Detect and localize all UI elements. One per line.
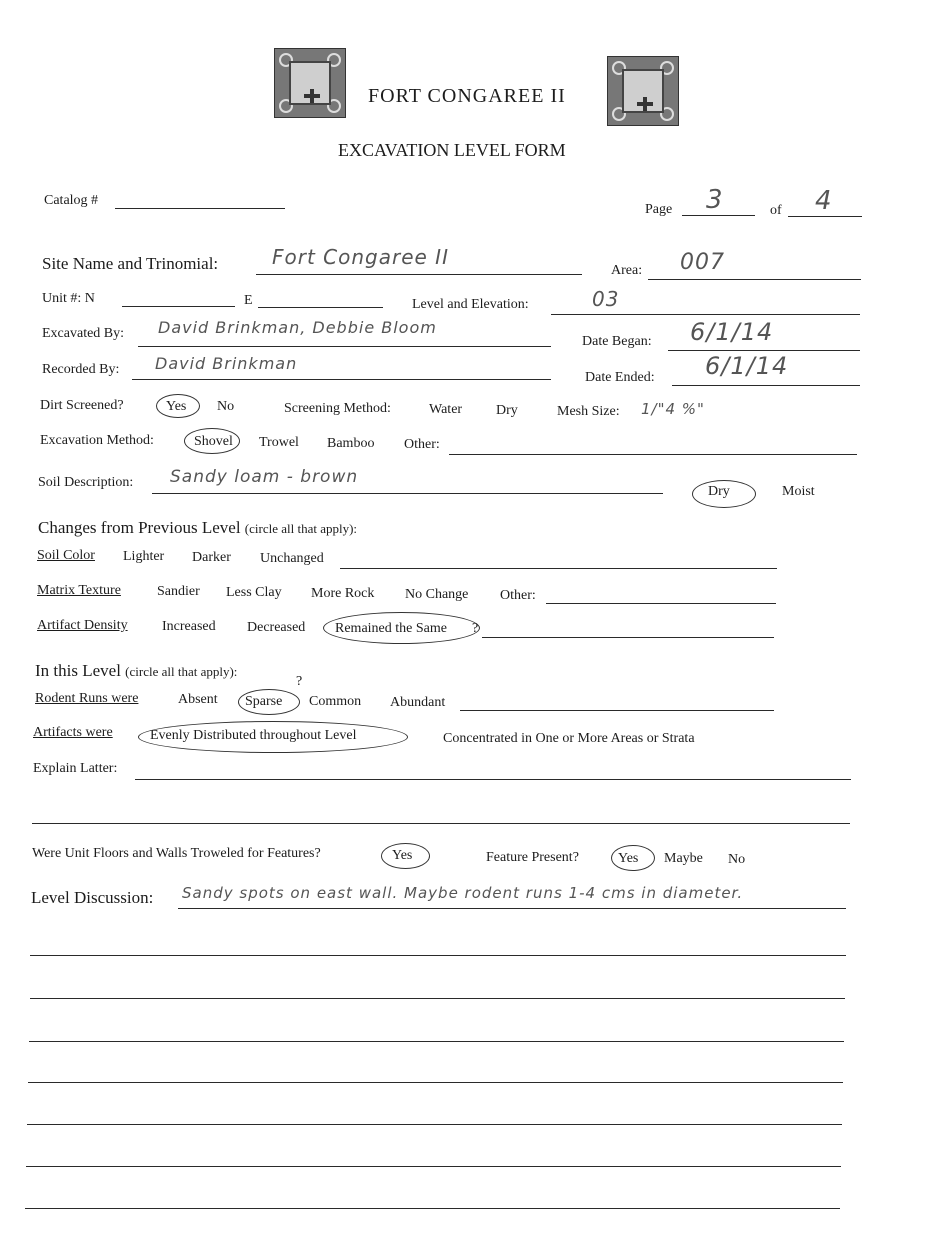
mesh-size-value: 1/"4 %" [641, 400, 705, 418]
catalog-field[interactable] [115, 208, 285, 209]
area-field[interactable] [648, 279, 861, 280]
dirt-no-option[interactable]: No [217, 399, 235, 414]
darker-option[interactable]: Darker [192, 550, 231, 565]
abundant-option[interactable]: Abundant [390, 695, 446, 710]
absent-option[interactable]: Absent [178, 692, 218, 707]
evenly-distributed-option[interactable]: Evenly Distributed throughout Level [150, 728, 357, 743]
matrix-other-label: Other: [500, 588, 536, 603]
feature-yes-option[interactable]: Yes [618, 851, 639, 866]
sparse-option[interactable]: Sparse [245, 694, 283, 709]
page-field[interactable] [682, 215, 755, 216]
level-discussion-field[interactable] [178, 908, 846, 909]
changes-heading: Changes from Previous Level (circle all that apply): [38, 518, 358, 537]
soil-color-field[interactable] [340, 568, 777, 569]
site-value: Fort Congaree II [272, 245, 449, 269]
excavation-other-label: Other: [404, 437, 440, 452]
bamboo-option[interactable]: Bamboo [327, 436, 375, 451]
soil-dry-option[interactable]: Dry [708, 484, 730, 499]
dirt-yes-option[interactable]: Yes [166, 399, 187, 414]
level-discussion-label: Level Discussion: [31, 888, 154, 907]
unit-e-field[interactable] [258, 307, 383, 308]
excavated-field[interactable] [138, 346, 551, 347]
date-began-field[interactable] [668, 350, 860, 351]
discussion-line[interactable] [28, 1082, 843, 1083]
no-change-option[interactable]: No Change [405, 587, 469, 602]
screen-water-option[interactable]: Water [429, 402, 463, 417]
feature-present-label: Feature Present? [486, 850, 579, 865]
mesh-size-label: Mesh Size: [557, 404, 620, 419]
level-discussion-value: Sandy spots on east wall. Maybe rodent runs 1-4 cms in diameter. [182, 884, 744, 902]
recorded-value: David Brinkman [155, 354, 298, 373]
discussion-line[interactable] [29, 1041, 844, 1042]
shovel-option[interactable]: Shovel [194, 434, 233, 449]
excavated-value: David Brinkman, Debbie Bloom [158, 318, 437, 337]
artifact-density-field[interactable] [482, 637, 774, 638]
dirt-screened-label: Dirt Screened? [40, 398, 124, 413]
date-ended-label: Date Ended: [585, 370, 655, 385]
sparse-mark: ? [296, 674, 303, 689]
date-ended-value: 6/1/14 [705, 352, 789, 380]
area-label: Area: [611, 263, 643, 278]
discussion-line[interactable] [30, 998, 845, 999]
lighter-option[interactable]: Lighter [123, 549, 165, 564]
remained-same-option[interactable]: Remained the Same [335, 621, 447, 636]
area-value: 007 [680, 250, 725, 275]
date-ended-field[interactable] [672, 385, 860, 386]
soil-color-label: Soil Color [37, 548, 95, 563]
recorded-label: Recorded By: [42, 362, 120, 377]
discussion-line[interactable] [27, 1124, 842, 1125]
form-subtitle: EXCAVATION LEVEL FORM [338, 140, 566, 160]
unit-n-field[interactable] [122, 306, 235, 307]
remained-mark: ? [472, 621, 479, 636]
artifacts-were-label: Artifacts were [33, 725, 113, 740]
discussion-line[interactable] [26, 1166, 841, 1167]
unchanged-option[interactable]: Unchanged [260, 551, 324, 566]
feature-maybe-option[interactable]: Maybe [664, 851, 703, 866]
level-label: Level and Elevation: [412, 297, 529, 312]
catalog-label: Catalog # [44, 193, 99, 208]
rodent-runs-field[interactable] [460, 710, 774, 711]
page-value: 3 [706, 185, 724, 215]
explain-latter-line-2[interactable] [32, 823, 850, 824]
soil-description-value: Sandy loam - brown [170, 467, 359, 487]
artifact-density-label: Artifact Density [37, 618, 128, 633]
page-label: Page [645, 202, 673, 217]
explain-latter-field[interactable] [135, 779, 851, 780]
more-rock-option[interactable]: More Rock [311, 586, 375, 601]
of-label: of [770, 203, 782, 218]
trowel-option[interactable]: Trowel [259, 435, 299, 450]
site-field[interactable] [256, 274, 582, 275]
level-field[interactable] [551, 314, 860, 315]
concentrated-option[interactable]: Concentrated in One or More Areas or Strata [443, 731, 695, 746]
troweled-yes-option[interactable]: Yes [392, 848, 413, 863]
matrix-texture-label: Matrix Texture [37, 583, 121, 598]
date-began-label: Date Began: [582, 334, 652, 349]
level-heading: In this Level (circle all that apply): [35, 661, 238, 680]
soil-description-field[interactable] [152, 493, 663, 494]
form-title: FORT CONGAREE II [368, 85, 566, 107]
excavation-method-label: Excavation Method: [40, 433, 154, 448]
discussion-line[interactable] [30, 955, 846, 956]
unit-label: Unit #: N [42, 291, 95, 306]
decreased-option[interactable]: Decreased [247, 620, 306, 635]
rodent-runs-label: Rodent Runs were [35, 691, 139, 706]
sandier-option[interactable]: Sandier [157, 584, 200, 599]
feature-no-option[interactable]: No [728, 852, 746, 867]
recorded-field[interactable] [132, 379, 551, 380]
screening-method-label: Screening Method: [284, 401, 391, 416]
common-option[interactable]: Common [309, 694, 362, 709]
soil-description-label: Soil Description: [38, 475, 134, 490]
of-value: 4 [815, 186, 833, 216]
matrix-other-field[interactable] [546, 603, 776, 604]
site-label: Site Name and Trinomial: [42, 254, 219, 273]
explain-latter-label: Explain Latter: [33, 761, 118, 776]
less-clay-option[interactable]: Less Clay [226, 585, 282, 600]
fort-seal-icon [274, 48, 346, 118]
date-began-value: 6/1/14 [690, 318, 774, 346]
soil-moist-option[interactable]: Moist [782, 484, 815, 499]
of-field[interactable] [788, 216, 862, 217]
increased-option[interactable]: Increased [162, 619, 216, 634]
troweled-label: Were Unit Floors and Walls Troweled for Features? [32, 846, 321, 861]
level-value: 03 [592, 287, 620, 311]
screen-dry-option[interactable]: Dry [496, 403, 518, 418]
excavation-other-field[interactable] [449, 454, 857, 455]
unit-e-label: E [244, 293, 253, 308]
excavated-label: Excavated By: [42, 326, 125, 341]
fort-seal-icon [607, 56, 679, 126]
discussion-line[interactable] [25, 1208, 840, 1209]
